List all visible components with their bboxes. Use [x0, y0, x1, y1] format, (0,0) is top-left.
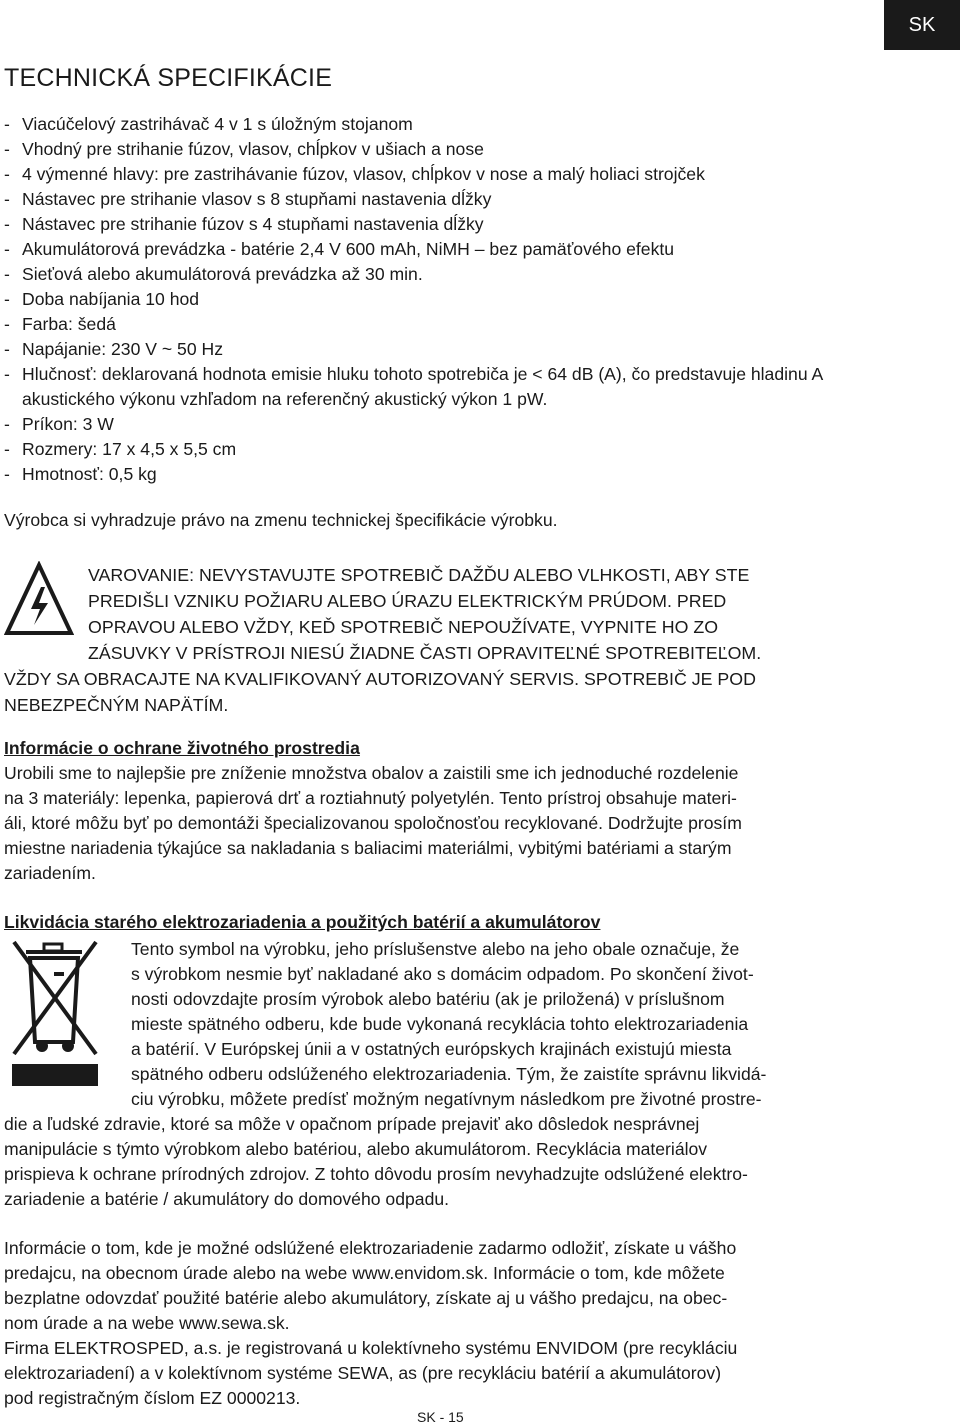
environment-heading: Informácie o ochrane životného prostredia — [4, 738, 360, 758]
spec-item: - 4 výmenné hlavy: pre zastrihávanie fúzov, vlasov, chĺpkov v nose a malý holiaci strojček — [4, 164, 705, 184]
language-tab: SK — [884, 0, 960, 50]
info-line: nom úrade a na webe www.sewa.sk. — [4, 1313, 290, 1333]
info-line: pod registračným číslom EZ 0000213. — [4, 1388, 301, 1408]
spec-item: - Napájanie: 230 V ~ 50 Hz — [4, 339, 223, 359]
spec-list — [4, 112, 904, 487]
disposal-heading: Likvidácia starého elektrozariadenia a použitých batérií a akumulátorov — [4, 912, 601, 932]
spec-item: - Nástavec pre strihanie fúzov s 4 stupňami nastavenia dĺžky — [4, 214, 484, 234]
info-line: predajcu, na obecnom úrade alebo na webe www.envidom.sk. Informácie o tom, kde môžete — [4, 1263, 725, 1283]
spec-item: - Príkon: 3 W — [4, 414, 114, 434]
warning-line: VŽDY SA OBRACAJTE NA KVALIFIKOVANÝ AUTORIZOVANÝ SERVIS. SPOTREBIČ JE POD — [4, 669, 756, 689]
info-line: bezplatne odovzdať použité batérie alebo akumulátory, získate aj u vášho predajcu, na obec- — [4, 1288, 728, 1308]
environment-line: áli, ktoré môžu byť po demontáži špecializovanou spoločnosťou recyklované. Dodržujte prosím — [4, 813, 742, 833]
spec-item: - Farba: šedá — [4, 314, 116, 334]
disposal-line: s výrobkom nesmie byť nakladané ako s domácim odpadom. Po skončení život- — [131, 964, 754, 984]
page-number: SK - 15 — [417, 1409, 464, 1425]
disposal-line: mieste spätného odberu, kde bude vykonaná recyklácia tohto elektrozariadenia — [131, 1014, 749, 1034]
spec-item: - Viacúčelový zastrihávač 4 v 1 s úložným stojanom — [4, 114, 413, 134]
spec-item: - Rozmery: 17 x 4,5 x 5,5 cm — [4, 439, 237, 459]
spec-item: - Vhodný pre strihanie fúzov, vlasov, chĺpkov v ušiach a nose — [4, 139, 484, 159]
warning-line: PREDIŠLI VZNIKU POŽIARU ALEBO ÚRAZU ELEKTRICKÝM PRÚDOM. PRED — [88, 591, 727, 611]
info-line: Informácie o tom, kde je možné odslúžené elektrozariadenie zadarmo odložiť, získate u vášho — [4, 1238, 737, 1258]
info-section — [4, 1236, 904, 1411]
warning-block — [4, 562, 904, 718]
disposal-line: zariadenie a batérie / akumulátory do domového odpadu. — [4, 1189, 450, 1209]
spec-item: - Doba nabíjania 10 hod — [4, 289, 200, 309]
warning-line: OPRAVOU ALEBO VŽDY, KEĎ SPOTREBIČ NEPOUŽÍVATE, VYPNITE HO ZO — [88, 617, 719, 637]
disposal-line: spätného odberu odslúženého elektrozariadenia. Tým, že zaistíte správnu likvidá- — [131, 1064, 767, 1084]
spec-item: - Akumulátorová prevádzka - batérie 2,4 V 600 mAh, NiMH – bez pamäťového efektu — [4, 239, 675, 259]
disposal-line: prispieva k ochrane prírodných zdrojov. Z tohto dôvodu prosím nevyhadzujte odslúžené elektro- — [4, 1164, 748, 1184]
disposal-line: Tento symbol na výrobku, jeho príslušenstve alebo na jeho obale označuje, že — [131, 939, 740, 959]
disposal-line: nosti odovzdajte prosím výrobok alebo batériu (ak je priložená) v príslušnom — [131, 989, 725, 1009]
environment-line: na 3 materiály: lepenka, papierová drť a roztiahnutý polyetylén. Tento prístroj obsahuje materi- — [4, 788, 737, 808]
disposal-line: die a ľudské zdravie, ktoré sa môže v opačnom prípade prejaviť ako dôsledok nesprávnej — [4, 1114, 700, 1134]
environment-line: zariadením. — [4, 863, 96, 883]
environment-line: miestne nariadenia týkajúce sa nakladania s baliacimi materiálmi, vybitými batériami a starým — [4, 838, 732, 858]
page-title: TECHNICKÁ SPECIFIKÁCIE — [4, 64, 333, 92]
info-line: Firma ELEKTROSPED, a.s. je registrovaná u kolektívneho systému ENVIDOM (pre recykláciu — [4, 1338, 738, 1358]
info-line: elektrozariadení) a v kolektívnom systéme SEWA, as (pre recykláciu batérií a akumulátorov) — [4, 1363, 722, 1383]
spec-item: - Nástavec pre strihanie vlasov s 8 stupňami nastavenia dĺžky — [4, 189, 492, 209]
disposal-line: a batérií. V Európskej únii a v ostatných európskych krajinách existujú miesta — [131, 1039, 732, 1059]
warning-line: ZÁSUVKY V PRÍSTROJI NIESÚ ŽIADNE ČASTI OPRAVITEĽNÉ SPOTREBITEĽOM. — [88, 643, 762, 663]
environment-section — [4, 736, 884, 886]
environment-line: Urobili sme to najlepšie pre zníženie množstva obalov a zaistili sme ich jednoduché rozdelenie — [4, 763, 739, 783]
disposal-line: manipulácie s týmto výrobkom alebo batériou, alebo akumulátorom. Recyklácia materiálov — [4, 1139, 708, 1159]
warning-line: VAROVANIE: NEVYSTAVUJTE SPOTREBIČ DAŽĎU ALEBO VLHKOSTI, ABY STE — [88, 565, 750, 585]
spec-item: - Hlučnosť: deklarovaná hodnota emisie hluku tohoto spotrebiča je < 64 dB (A), čo predstavuje hladinu A akustického výkonu vzhľadom na referenčný akustický výkon 1 pW. — [4, 364, 823, 409]
manufacturer-note: Výrobca si vyhradzuje právo na zmenu technickej špecifikácie výrobku. — [4, 510, 558, 530]
warning-line: NEBEZPEČNÝM NAPÄTÍM. — [4, 695, 229, 715]
disposal-line: ciu výrobku, môžete predísť možným negatívnym následkom pre životné prostre- — [131, 1089, 762, 1109]
spec-item: - Sieťová alebo akumulátorová prevádzka až 30 min. — [4, 264, 423, 284]
disposal-section — [4, 937, 904, 1212]
spec-item: - Hmotnosť: 0,5 kg — [4, 464, 157, 484]
